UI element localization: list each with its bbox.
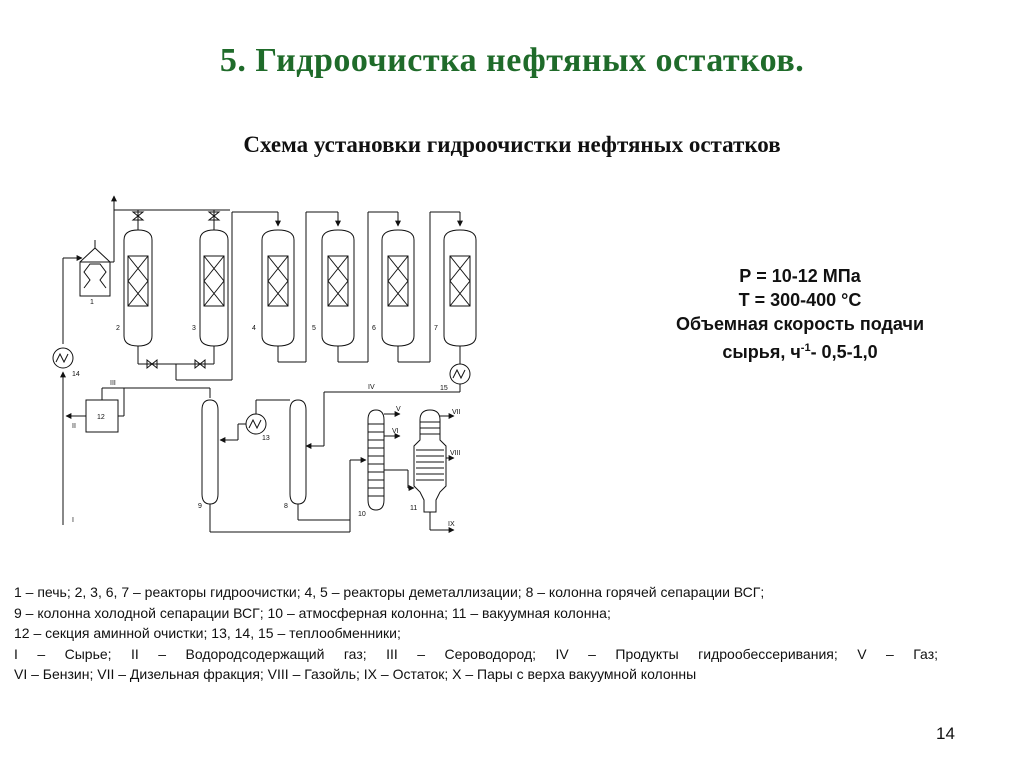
stream-label-VIII: VIII — [450, 450, 461, 457]
heat-exchanger-15 — [450, 364, 470, 384]
label-4: 4 — [252, 325, 256, 332]
legend-line: I – Сырье; II – Водородсодержащий газ; III – Сероводород; IV – Продукты гидрообессеривания; V – Газ; — [14, 645, 938, 662]
slide-title: 5. Гидроочистка нефтяных остатков. — [219, 42, 805, 79]
feed-line — [63, 258, 82, 525]
reactor-7 — [444, 230, 476, 346]
legend-line: 9 – колонна холодной сепарации ВСГ; 10 – атмосферная колонна; 11 – вакуумная колонна; — [14, 604, 611, 621]
label-11: 11 — [410, 505, 418, 512]
space-velocity-text: Объемная скорость подачи — [675, 314, 925, 334]
valve-top-1 — [133, 210, 143, 230]
temperature-text: Т = 300-400 °С — [738, 290, 862, 310]
process-parameters — [640, 264, 960, 364]
label-9: 9 — [198, 503, 202, 510]
cold-separator-9 — [202, 400, 218, 504]
pressure-text: Р = 10-12 МПа — [739, 266, 861, 286]
label-1: 1 — [90, 299, 94, 306]
label-8: 8 — [284, 503, 288, 510]
label-7: 7 — [434, 325, 438, 332]
stream-label-VI: VI — [392, 428, 399, 435]
process-scheme-diagram — [0, 180, 520, 550]
vacuum-column-11 — [414, 410, 446, 512]
label-14: 14 — [72, 371, 80, 378]
legend — [14, 582, 938, 685]
reactor-5 — [322, 230, 354, 346]
valve-top-2 — [209, 210, 219, 230]
hot-separator-8 — [290, 400, 306, 504]
stream-label-IV: IV — [368, 384, 375, 391]
page-number: 14 — [936, 724, 955, 743]
reactor-2 — [124, 230, 152, 346]
reactor-3 — [200, 230, 228, 346]
feed-rate-text: сырья, $ч^{-1}-$ 0,5-1,0 — [722, 342, 878, 362]
label-3: 3 — [192, 325, 196, 332]
reactor-6 — [382, 230, 414, 346]
scheme-subtitle: Схема установки гидроочистки нефтяных остатков — [243, 132, 781, 157]
label-10: 10 — [358, 511, 366, 518]
atmospheric-column-10 — [368, 410, 384, 510]
stream-label-III: III — [110, 380, 116, 387]
legend-line: 12 – секция аминной очистки; 13, 14, 15 – теплообменники; — [14, 625, 401, 641]
stream-label-II: II — [72, 423, 76, 430]
stream-label-IX: IX — [448, 521, 455, 528]
label-5: 5 — [312, 325, 316, 332]
heat-exchanger-13 — [246, 414, 266, 434]
label-2: 2 — [116, 325, 120, 332]
furnace-1 — [80, 240, 110, 296]
reactor-4 — [262, 230, 294, 346]
label-15: 15 — [440, 385, 448, 392]
label-12: 12 — [97, 414, 105, 421]
legend-line: VI – Бензин; VII – Дизельная фракция; VIII – Газойль; IX – Остаток; X – Пары с верха вакуумной колонны — [14, 666, 697, 682]
label-6: 6 — [372, 325, 376, 332]
heat-exchanger-14 — [53, 348, 73, 368]
stream-label-V: V — [396, 406, 401, 413]
stream-label-I: I — [72, 517, 74, 524]
stream-label-VII: VII — [452, 409, 461, 416]
legend-line: 1 – печь; 2, 3, 6, 7 – реакторы гидроочистки; 4, 5 – реакторы деметаллизации; 8 – колонна горячей сепарации ВСГ; — [14, 584, 765, 600]
label-13: 13 — [262, 435, 270, 442]
